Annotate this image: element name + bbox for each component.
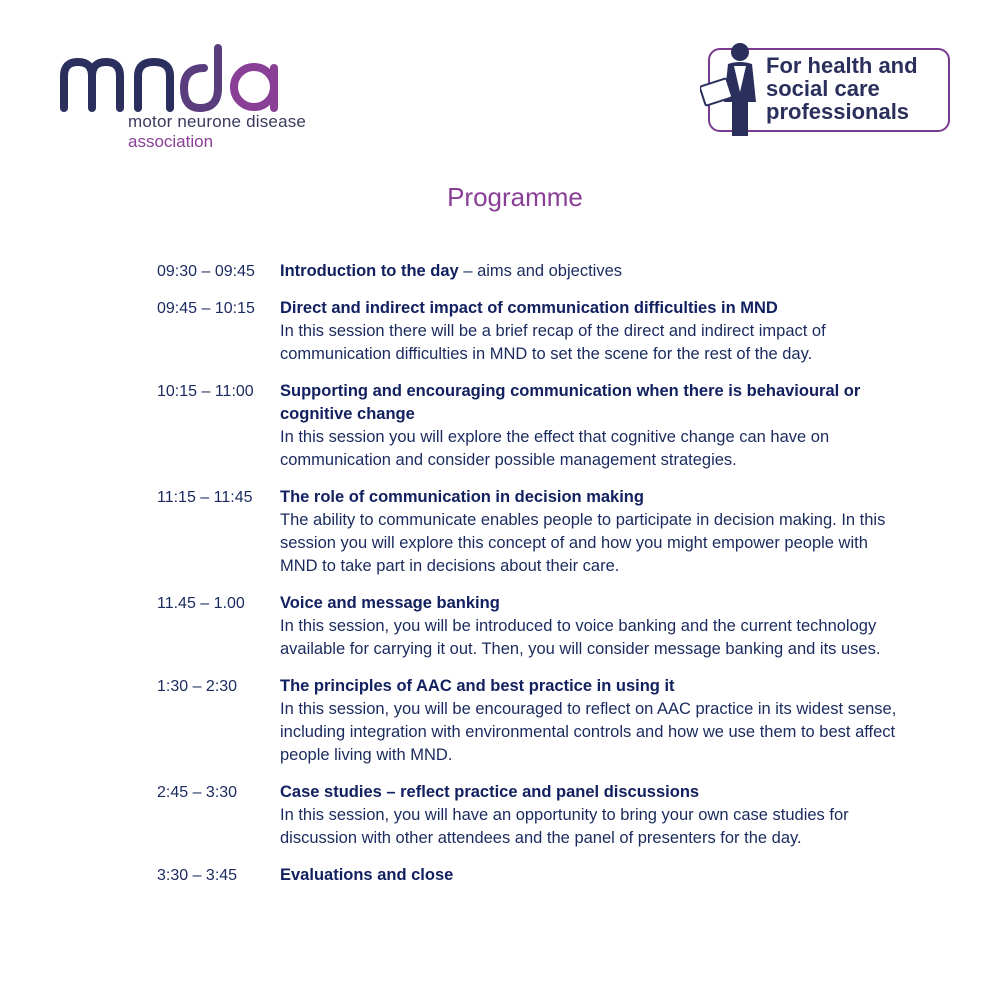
agenda-description: In this session, you will have an opportunity to bring your own case studies for discussion with other attendees and the panel of presenters for the day. <box>280 806 849 847</box>
agenda-description: In this session you will explore the effect that cognitive change can have on communication and consider possible management strategies. <box>280 428 830 469</box>
agenda-time: 09:30 – 09:45 <box>157 263 255 280</box>
agenda-item <box>157 380 897 472</box>
agenda-heading: Direct and indirect impact of communication difficulties in MND <box>280 299 778 317</box>
agenda-heading: The role of communication in decision making <box>280 488 644 506</box>
agenda-item <box>157 781 897 850</box>
agenda-time: 1:30 – 2:30 <box>157 678 238 695</box>
agenda-time: 3:30 – 3:45 <box>157 867 238 884</box>
agenda-heading: Supporting and encouraging communication when there is behavioural or cognitive change <box>280 382 861 423</box>
mnda-logo <box>50 42 350 160</box>
logo-subtitle-line1: motor neurone disease <box>128 112 307 131</box>
agenda-heading-tail: – aims and objectives <box>458 262 623 280</box>
agenda-time: 09:45 – 10:15 <box>157 300 255 317</box>
agenda-heading: Evaluations and close <box>280 866 454 884</box>
agenda-item <box>157 675 897 767</box>
page-title: Programme <box>447 182 583 212</box>
logo-subtitle-line2: association <box>128 132 214 151</box>
programme-agenda <box>157 260 897 901</box>
badge-line: For health and <box>766 53 918 78</box>
badge-line: professionals <box>766 99 910 124</box>
badge-line: social care <box>766 76 880 101</box>
agenda-item <box>157 297 897 366</box>
agenda-description: In this session there will be a brief recap of the direct and indirect impact of communication difficulties in MND to set the scene for the rest of the day. <box>280 322 826 363</box>
agenda-time: 2:45 – 3:30 <box>157 784 238 801</box>
agenda-time: 11.45 – 1.00 <box>157 595 245 612</box>
professionals-badge <box>700 42 956 138</box>
agenda-item <box>157 260 897 283</box>
agenda-heading: Case studies – reflect practice and panel discussions <box>280 783 700 801</box>
agenda-heading: The principles of AAC and best practice in using it <box>280 677 675 695</box>
mnda-wordmark <box>58 42 284 114</box>
agenda-description: In this session, you will be encouraged to reflect on AAC practice in its widest sense, including integration with environmental controls and how we use them to best affect people living with MND. <box>280 700 897 764</box>
agenda-item <box>157 486 897 578</box>
agenda-heading: Introduction to the day <box>280 262 459 280</box>
agenda-time: 10:15 – 11:00 <box>157 383 254 400</box>
agenda-item <box>157 864 897 887</box>
agenda-heading: Voice and message banking <box>280 594 500 612</box>
agenda-description: The ability to communicate enables people to participate in decision making. In this session you will explore this concept of and how you might empower people with MND to take part in decisions about their care. <box>280 511 886 575</box>
agenda-time: 11:15 – 11:45 <box>157 489 253 506</box>
agenda-item <box>157 592 897 661</box>
clinician-figure-icon <box>700 42 766 138</box>
badge-text <box>766 54 918 123</box>
agenda-description: In this session, you will be introduced to voice banking and the current technology available for carrying it out. Then, you will consider message banking and its uses. <box>280 617 881 658</box>
